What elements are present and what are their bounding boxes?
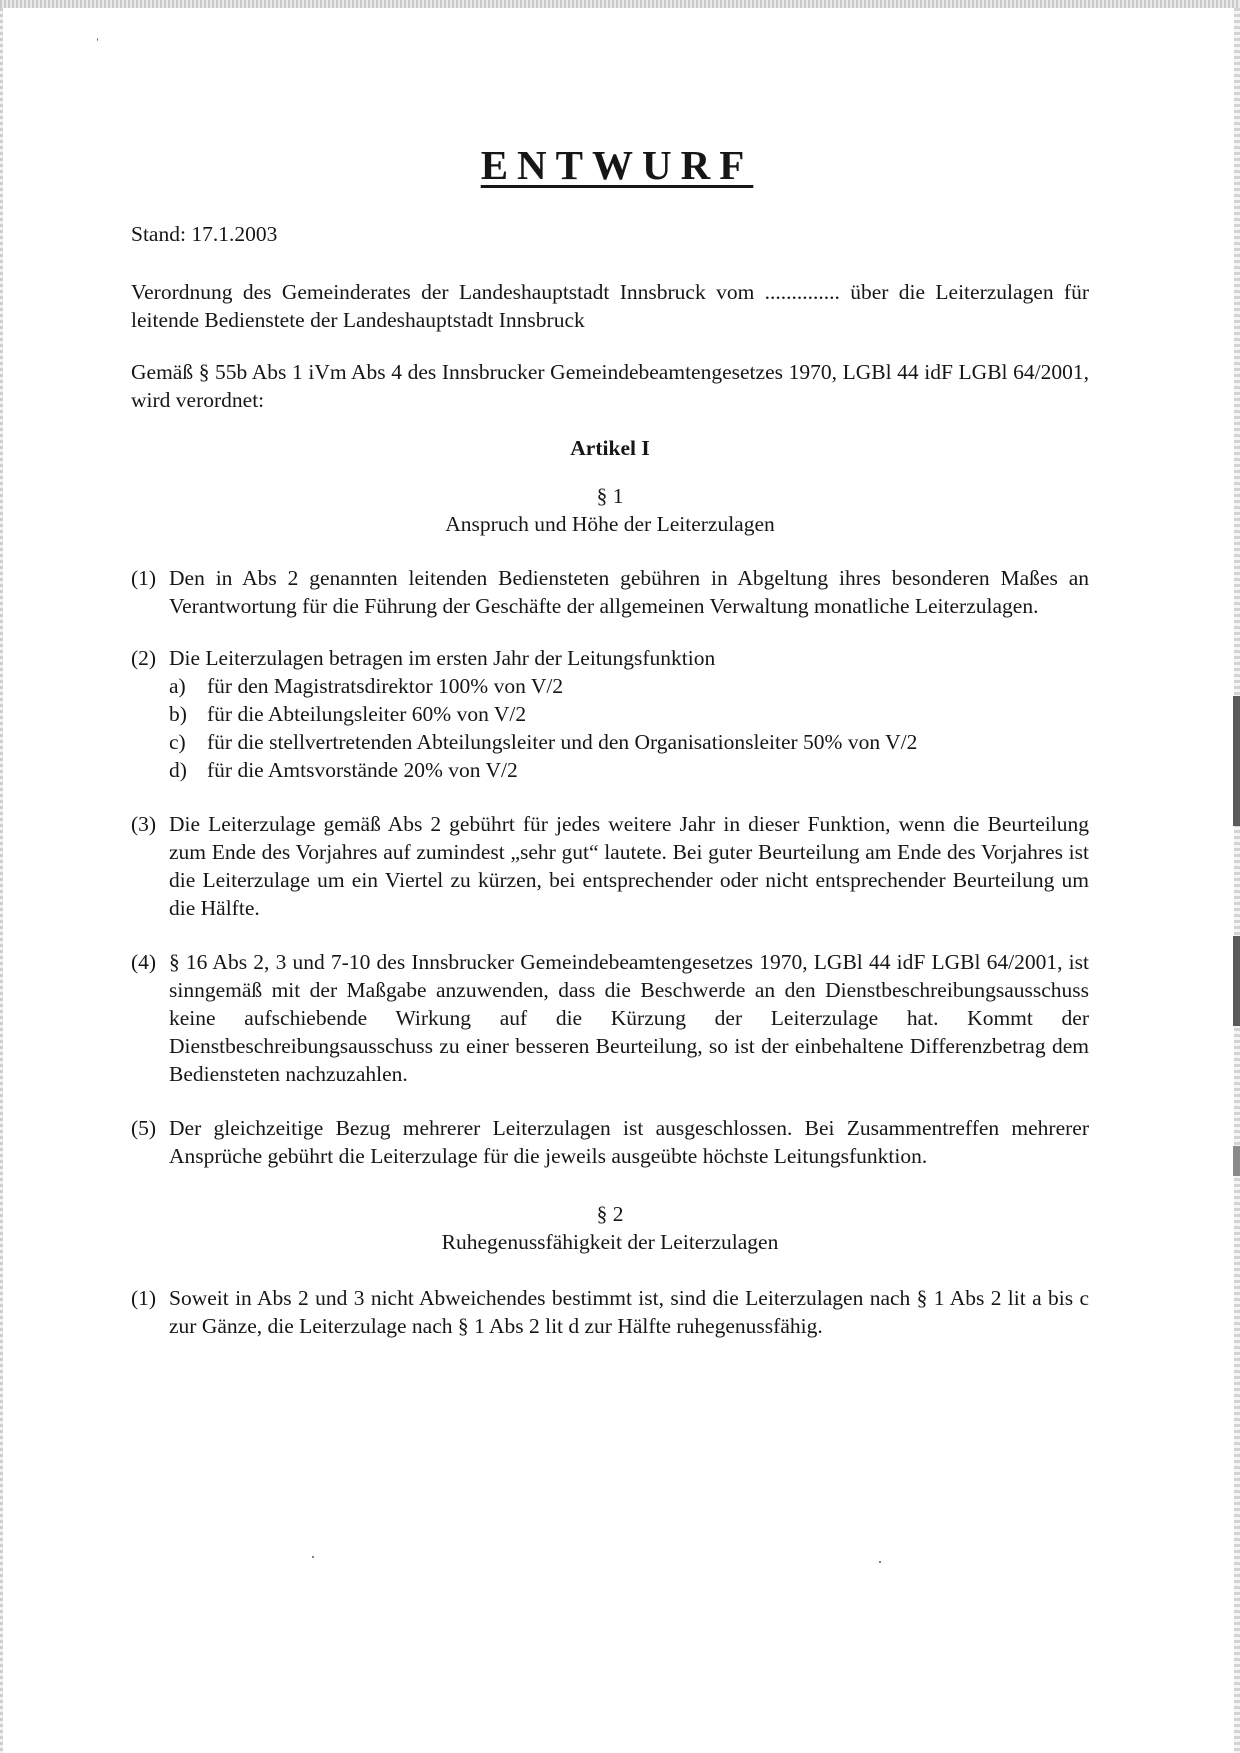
paragraph-number: (2) — [131, 646, 157, 670]
artikel-heading: Artikel I — [570, 436, 650, 460]
paragraph-number: (1) — [131, 566, 157, 590]
section-1-number: § 1 — [596, 484, 624, 508]
paragraph-text: Die Leiterzulagen betragen im ersten Jahr der Leitungsfunktion — [169, 646, 716, 670]
sub-item — [169, 728, 1089, 756]
scan-edge-left — [0, 8, 3, 1753]
sub-item — [169, 700, 1089, 728]
sub-item-text: für die stellvertretenden Abteilungsleiter und den Organisationsleiter 50% von V/2 — [207, 730, 918, 754]
paragraph-text: Soweit in Abs 2 und 3 nicht Abweichendes bestimmt ist, sind die Leiterzulagen nach § 1 Abs 2 lit a bis c zur Gänze, die Leiterzulage nach § 1 Abs 2 lit d zur Hälfte ruhegenussfähig. — [169, 1286, 1089, 1338]
intro-paragraph: Verordnung des Gemeinderates der Landeshauptstadt Innsbruck vom .............. über die Leiterzulagen für leitende Bedienstete der Landeshauptstadt Innsbruck — [131, 280, 1089, 332]
paragraph-text: Der gleichzeitige Bezug mehrerer Leiterzulagen ist ausgeschlossen. Bei Zusammentreffen mehrerer Ansprüche gebührt die Leiterzulage für die jeweils ausgeübte höchste Leitungsfunktion. — [169, 1116, 1089, 1168]
section-1-paragraph-4 — [131, 948, 1089, 1088]
section-1-paragraph-5 — [131, 1114, 1089, 1170]
sub-item-text: für die Amtsvorstände 20% von V/2 — [207, 758, 518, 782]
paragraph-text: Den in Abs 2 genannten leitenden Bediensteten gebühren in Abgeltung ihres besonderen Maßes an Verantwortung für die Führung der Geschäfte der allgemeinen Verwaltung monatliche Leiterzulagen. — [169, 566, 1089, 618]
paragraph-text: § 16 Abs 2, 3 und 7-10 des Innsbrucker Gemeindebeamtengesetzes 1970, LGBl 44 idF LGBl 64/2001, ist sinngemäß mit der Maßgabe anzuwenden, dass die Beschwerde an den Dienstbeschreibungsausschuss keine aufschiebende Wirkung auf die Kürzung der Leiterzulage hat. Kommt der Dienstbeschreibungsausschuss zu einer besseren Beurteilung, so ist der einbehaltene Differenzbetrag dem Bediensteten nachzuzahlen. — [169, 950, 1089, 1086]
document-page — [131, 140, 1089, 1340]
scan-speck — [97, 38, 98, 41]
scan-edge-mark — [1233, 696, 1240, 826]
section-2-paragraph-1 — [131, 1284, 1089, 1340]
paragraph-number: (4) — [131, 950, 157, 974]
legal-basis-paragraph: Gemäß § 55b Abs 1 iVm Abs 4 des Innsbrucker Gemeindebeamtengesetzes 1970, LGBl 44 idF LGBl 64/2001, wird verordnet: — [131, 360, 1089, 412]
sub-item-list — [169, 672, 1089, 784]
section-1-heading: Anspruch und Höhe der Leiterzulagen — [445, 512, 775, 536]
section-2-heading: Ruhegenussfähigkeit der Leiterzulagen — [441, 1230, 779, 1254]
paragraph-text: Die Leiterzulage gemäß Abs 2 gebührt für jedes weitere Jahr in dieser Funktion, wenn die Beurteilung zum Ende des Vorjahres auf zumindest „sehr gut“ lautete. Bei guter Beurteilung am Ende des Vorjahres ist die Leiterzulage um ein Viertel zu kürzen, bei entsprechender oder nicht entsprechender Beurteilung um die Hälfte. — [169, 812, 1089, 920]
section-1-paragraph-3 — [131, 810, 1089, 922]
sub-item — [169, 672, 1089, 700]
paragraph-number: (5) — [131, 1116, 157, 1140]
sub-item-text: für den Magistratsdirektor 100% von V/2 — [207, 674, 564, 698]
stand-date: Stand: 17.1.2003 — [131, 222, 278, 246]
paragraph-number: (3) — [131, 812, 157, 836]
sub-item — [169, 756, 1089, 784]
document-title: ENTWURF — [480, 142, 754, 188]
sub-item-text: für die Abteilungsleiter 60% von V/2 — [207, 702, 527, 726]
scan-edge-top — [0, 0, 1240, 8]
scan-speck — [879, 1561, 881, 1563]
sub-item-label: a) — [169, 674, 186, 698]
paragraph-number: (1) — [131, 1286, 157, 1310]
section-1-paragraph-2 — [131, 644, 1089, 784]
section-1-paragraph-1 — [131, 564, 1089, 620]
section-2-number: § 2 — [596, 1202, 624, 1226]
sub-item-label: b) — [169, 702, 187, 726]
scan-edge-mark — [1233, 1146, 1240, 1176]
scan-edge-right — [1234, 8, 1240, 1753]
sub-item-label: c) — [169, 730, 186, 754]
scan-speck — [312, 1556, 314, 1558]
scan-edge-mark — [1233, 936, 1240, 1026]
sub-item-label: d) — [169, 758, 187, 782]
